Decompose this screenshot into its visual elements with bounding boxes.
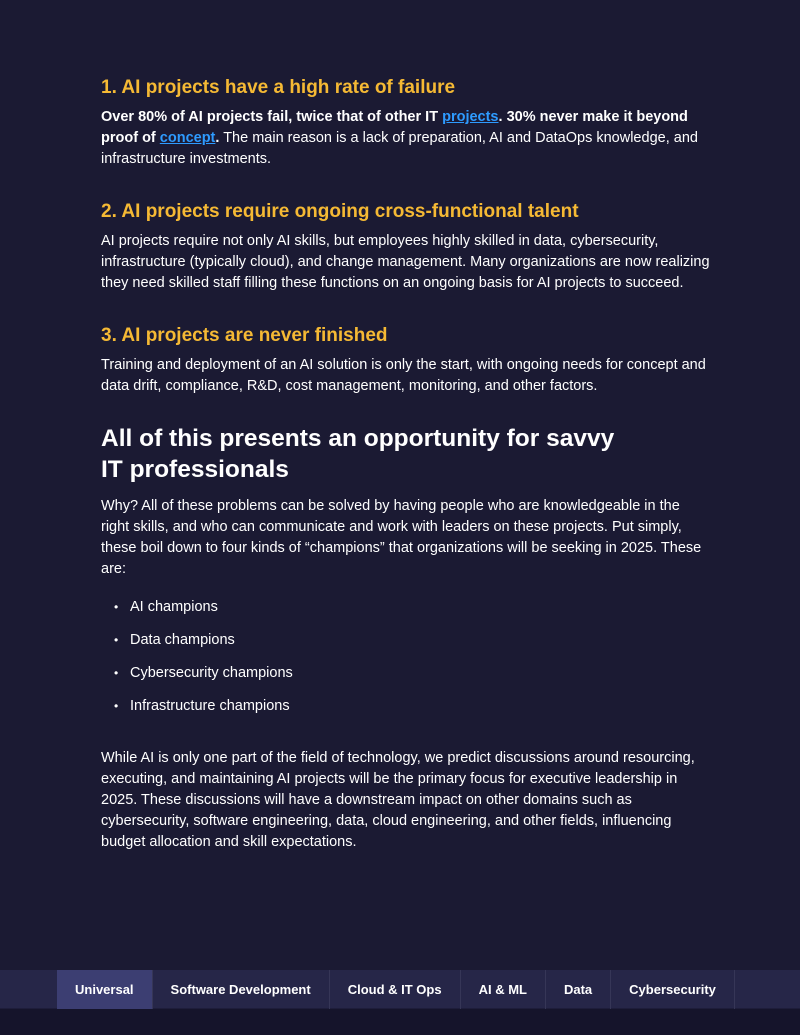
topic-tab-bar [0,970,800,1009]
list-item [101,630,711,663]
tab-cloud-it-ops[interactable]: Cloud & IT Ops [330,970,461,1009]
opportunity-intro: Why? All of these problems can be solved by having people who are knowledgeable in the right skills, and who can communicate and work with leaders on these projects. Put simply, these boil down to four kinds of “champions” that organizations will be seeking in 2025. These are: [101,498,702,577]
list-item-label: Cybersecurity champions [130,665,293,681]
section-body-failure [101,107,711,170]
failure-stat-text: Over 80% of AI projects fail, twice that of other IT [101,109,443,125]
opportunity-closing: While AI is only one part of the field of technology, we predict discussions around resourcing, executing, and maintaining AI projects will be the primary focus for executive leadership in 2025. These discussions will have a downstream impact on other domains such as cybersecurity, software engineering, data, cloud engineering, and other fields, influencing budget allocation and skill expectations. [101,750,695,850]
list-item [101,663,711,696]
tab-data[interactable]: Data [546,970,611,1009]
bullet-icon: • [114,699,119,713]
section-body-never-finished: Training and deployment of an AI solution is only the start, with ongoing needs for concept and data drift, compliance, R&D, cost management, monitoring, and other factors. [101,357,706,394]
failure-stat-text-2: . 30% never make it beyond proof of [101,109,688,146]
section-heading-talent: 2. AI projects require ongoing cross-functional talent [101,201,579,222]
list-item-label: Infrastructure champions [130,698,290,714]
tab-software-development[interactable]: Software Development [153,970,330,1009]
champions-list [101,597,711,729]
footer-strip [0,1009,800,1035]
section-heading-never-finished: 3. AI projects are never finished [101,325,388,346]
list-item-label: Data champions [130,632,235,648]
failure-reason-text: The main reason is a lack of preparation, AI and DataOps knowledge, and infrastructure investments. [101,130,698,167]
tab-cybersecurity[interactable]: Cybersecurity [611,970,735,1009]
article-content [101,76,711,853]
section-body-talent: AI projects require not only AI skills, but employees highly skilled in data, cybersecurity, infrastructure (typically cloud), and change management. Many organizations are now realizing they need skilled staff filling these functions on an ongoing basis for AI projects to succeed. [101,233,710,291]
tab-ai-ml[interactable]: AI & ML [461,970,546,1009]
projects-link[interactable]: projects [442,109,499,125]
opportunity-heading: All of this presents an opportunity for savvy IT professionals [101,425,615,483]
bullet-icon: • [114,600,119,614]
failure-stat-period: . [215,130,220,146]
concept-link[interactable]: concept [159,130,216,146]
bullet-icon: • [114,666,119,680]
list-item-label: AI champions [130,599,218,615]
tab-universal[interactable]: Universal [57,970,153,1009]
list-item [101,597,711,630]
section-heading-failure: 1. AI projects have a high rate of failure [101,77,456,98]
bullet-icon: • [114,633,119,647]
list-item [101,696,711,729]
